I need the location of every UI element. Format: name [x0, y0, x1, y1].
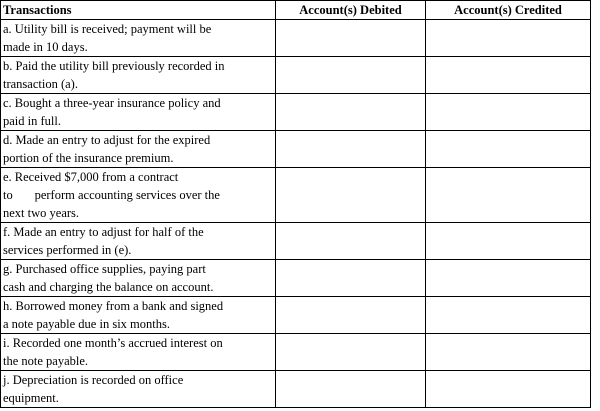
description-line: services performed in (e).: [3, 243, 132, 257]
transaction-description: [1, 94, 276, 131]
description-line: i. Recorded one month’s accrued interest on: [3, 336, 223, 350]
transaction-description: [1, 334, 276, 371]
account-credited-cell[interactable]: [426, 371, 591, 408]
account-credited-cell[interactable]: [426, 223, 591, 260]
description-line: g. Purchased office supplies, paying part: [3, 262, 206, 276]
transaction-description: [1, 20, 276, 57]
description-line: e. Received $7,000 from a contract: [3, 170, 179, 184]
account-debited-cell[interactable]: [276, 260, 426, 297]
header-accounts-credited: Account(s) Credited: [426, 1, 591, 20]
description-line: portion of the insurance premium.: [3, 151, 174, 165]
description-line: next two years.: [3, 206, 80, 220]
table-row: [1, 168, 591, 223]
transaction-description: [1, 371, 276, 408]
transaction-description: [1, 57, 276, 94]
description-line: a. Utility bill is received; payment will be: [3, 22, 212, 36]
description-line: b. Paid the utility bill previously recorded in: [3, 59, 225, 73]
transaction-description: [1, 131, 276, 168]
description-line: paid in full.: [3, 114, 61, 128]
description-line: the note payable.: [3, 354, 89, 368]
account-debited-cell[interactable]: [276, 297, 426, 334]
description-line: j. Depreciation is recorded on office: [3, 373, 184, 387]
table-row: [1, 57, 591, 94]
account-credited-cell[interactable]: [426, 168, 591, 223]
table-row: [1, 223, 591, 260]
header-row: [1, 1, 591, 20]
account-debited-cell[interactable]: [276, 223, 426, 260]
account-debited-cell[interactable]: [276, 131, 426, 168]
description-line: to perform accounting services over the: [3, 188, 220, 202]
table-row: [1, 131, 591, 168]
transaction-description: [1, 168, 276, 223]
account-debited-cell[interactable]: [276, 334, 426, 371]
account-credited-cell[interactable]: [426, 131, 591, 168]
header-accounts-debited: Account(s) Debited: [276, 1, 426, 20]
account-debited-cell[interactable]: [276, 94, 426, 131]
description-line: made in 10 days.: [3, 40, 88, 54]
account-debited-cell[interactable]: [276, 371, 426, 408]
description-line: c. Bought a three-year insurance policy and: [3, 96, 221, 110]
description-line: h. Borrowed money from a bank and signed: [3, 299, 224, 313]
account-debited-cell[interactable]: [276, 57, 426, 94]
transaction-description: [1, 297, 276, 334]
table-row: [1, 297, 591, 334]
description-line: transaction (a).: [3, 77, 78, 91]
account-credited-cell[interactable]: [426, 334, 591, 371]
account-credited-cell[interactable]: [426, 297, 591, 334]
description-line: d. Made an entry to adjust for the expired: [3, 133, 211, 147]
account-credited-cell[interactable]: [426, 260, 591, 297]
account-credited-cell[interactable]: [426, 94, 591, 131]
description-line: equipment.: [3, 391, 59, 405]
transaction-description: [1, 260, 276, 297]
table-row: [1, 94, 591, 131]
table-row: [1, 20, 591, 57]
transaction-description: [1, 223, 276, 260]
account-debited-cell[interactable]: [276, 20, 426, 57]
table-row: [1, 334, 591, 371]
description-line: a note payable due in six months.: [3, 317, 170, 331]
description-line: f. Made an entry to adjust for half of the: [3, 225, 204, 239]
header-transactions: Transactions: [1, 1, 276, 20]
account-credited-cell[interactable]: [426, 57, 591, 94]
description-line: cash and charging the balance on account.: [3, 280, 214, 294]
account-credited-cell[interactable]: [426, 20, 591, 57]
account-debited-cell[interactable]: [276, 168, 426, 223]
table-row: [1, 371, 591, 408]
table-body: [1, 20, 591, 408]
table-row: [1, 260, 591, 297]
